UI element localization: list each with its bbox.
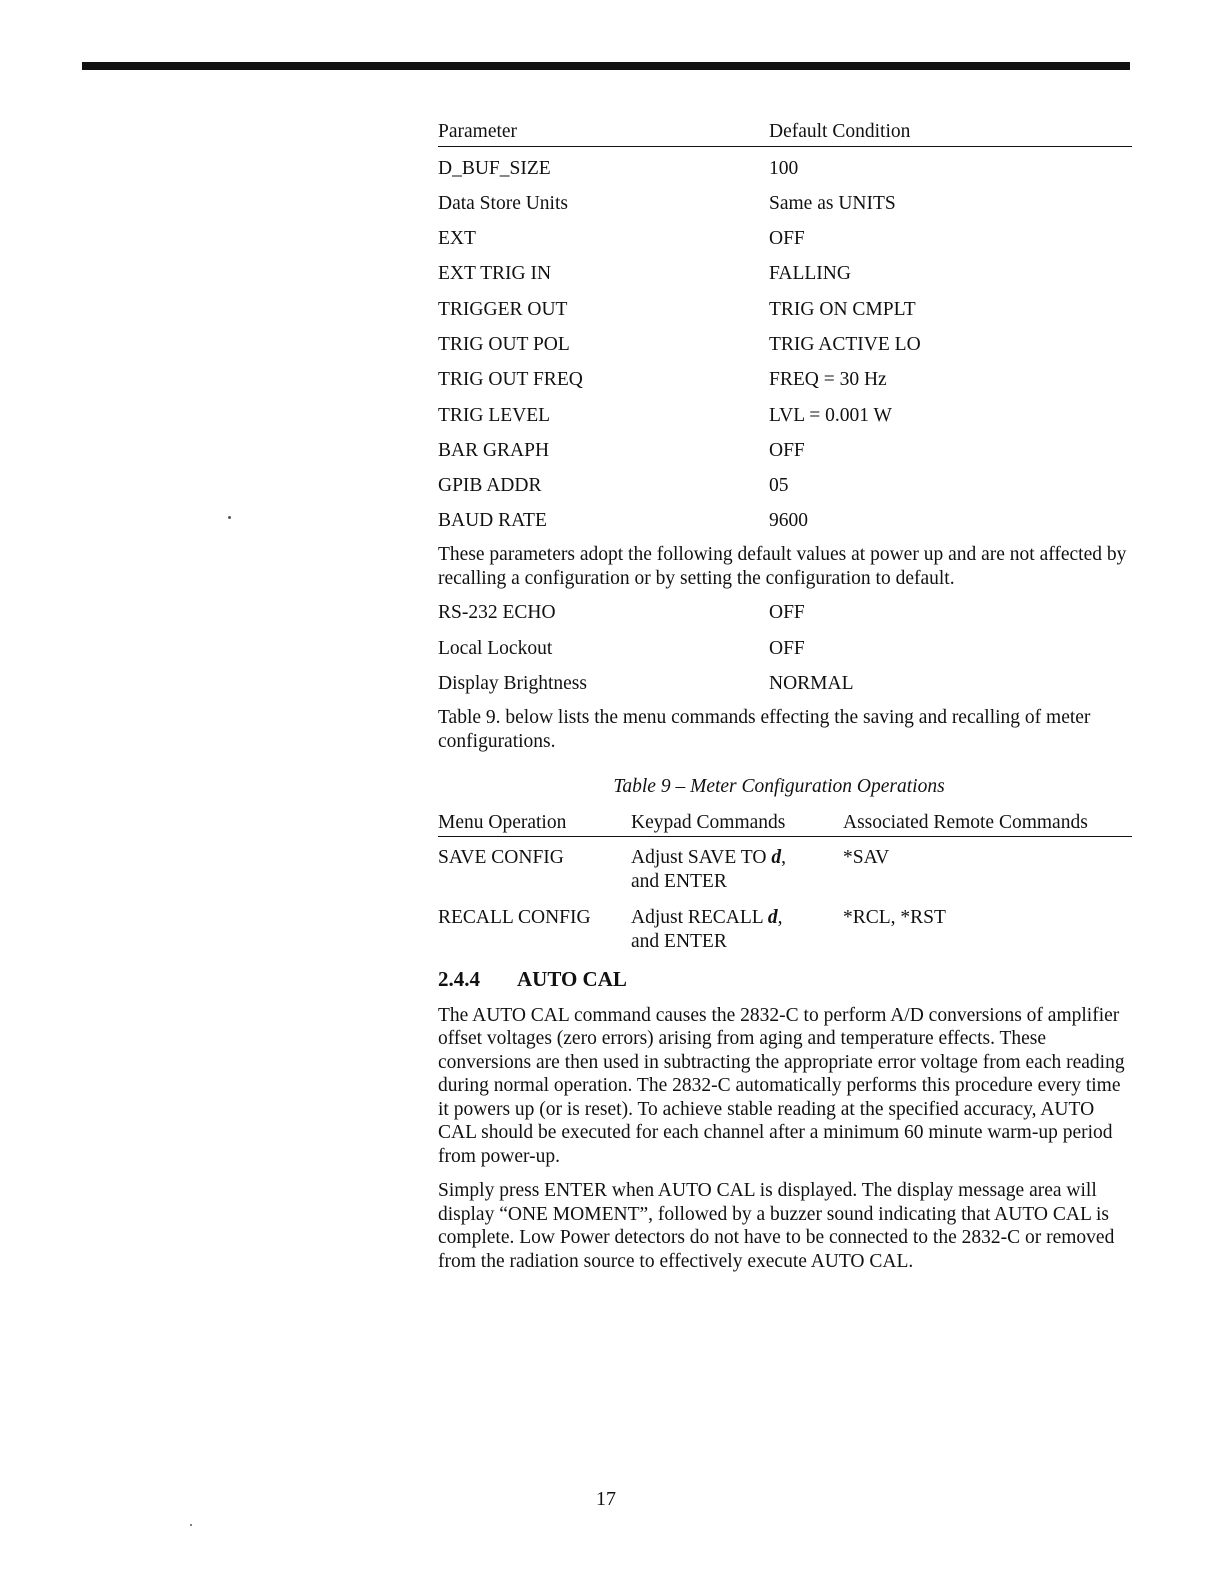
parameter-cell: TRIG OUT FREQ xyxy=(438,369,583,391)
scan-speck xyxy=(228,516,231,519)
section-heading xyxy=(438,968,1132,992)
col-header-keypad-commands: Keypad Commands xyxy=(631,811,786,833)
table-row xyxy=(438,192,1132,227)
col-header-parameter: Parameter xyxy=(438,121,518,142)
table-row xyxy=(438,601,1132,636)
parameter-cell: TRIG LEVEL xyxy=(438,404,551,426)
table-row xyxy=(438,672,1132,706)
parameter-cell: EXT TRIG IN xyxy=(438,263,552,285)
menu-operation-cell: RECALL CONFIG xyxy=(438,907,591,929)
value-cell: TRIG ACTIVE LO xyxy=(769,333,921,355)
keypad-punct: , xyxy=(777,907,783,929)
table9-intro: Table 9. below lists the menu commands effecting the saving and recalling of meter configurations. xyxy=(438,707,1091,752)
col-header-remote-commands: Associated Remote Commands xyxy=(843,811,1088,833)
parameter-cell: TRIGGER OUT xyxy=(438,298,568,320)
table-row xyxy=(438,906,1132,953)
defaults-table-body xyxy=(438,157,1132,544)
parameter-cell: RS-232 ECHO xyxy=(438,602,556,624)
body-paragraph: Simply press ENTER when AUTO CAL is displayed. The display message area will display “ONE MOMENT”, followed by a buzzer sound indicating that AUTO CAL is complete. Low Power detectors do not have to be connected to the 2832-C or removed from the radiation source to effectively execute AUTO CAL. xyxy=(438,1180,1115,1272)
parameter-cell: D_BUF_SIZE xyxy=(438,157,551,179)
table-row xyxy=(438,298,1132,333)
power-up-note: These parameters adopt the following default values at power up and are not affected by recalling a configuration or by setting the configuration to default. xyxy=(438,544,1127,589)
keypad-text-line2: and ENTER xyxy=(631,870,727,892)
parameter-cell: Data Store Units xyxy=(438,192,568,214)
value-cell: OFF xyxy=(769,637,805,659)
keypad-variable: d xyxy=(771,847,782,869)
value-cell: 100 xyxy=(769,157,799,179)
value-cell: NORMAL xyxy=(769,673,854,695)
table-row xyxy=(438,439,1132,474)
table9-caption: Table 9 – Meter Configuration Operations xyxy=(613,776,945,798)
page-content xyxy=(438,120,1132,1284)
value-cell: 9600 xyxy=(769,510,808,532)
keypad-text: Adjust SAVE TO xyxy=(631,847,772,869)
value-cell: OFF xyxy=(769,439,805,461)
value-cell: OFF xyxy=(769,228,805,250)
col-header-default-condition: Default Condition xyxy=(769,121,911,142)
value-cell: FALLING xyxy=(769,263,851,285)
keypad-variable: d xyxy=(767,907,778,929)
value-cell: FREQ = 30 Hz xyxy=(769,369,887,391)
body-paragraph: The AUTO CAL command causes the 2832-C to perform A/D conversions of amplifier offset voltages (zero errors) arising from aging and temperature effects. These conversions are then used in subtracting the appropriate error voltage from each reading during normal operation. The 2832-C automatically performs this procedure every time it powers up (or is reset). To achieve stable reading at the specified accuracy, AUTO CAL should be executed for each channel after a minimum 60 minute warm-up period from power-up. xyxy=(438,1004,1125,1167)
table-row xyxy=(438,227,1132,262)
table-row xyxy=(438,333,1132,368)
parameter-cell: BAUD RATE xyxy=(438,510,547,532)
parameter-cell: GPIB ADDR xyxy=(438,475,542,497)
value-cell: TRIG ON CMPLT xyxy=(769,298,916,320)
parameter-cell: BAR GRAPH xyxy=(438,439,550,461)
remote-commands-cell: *RCL, *RST xyxy=(843,907,946,929)
section-title: AUTO CAL xyxy=(517,967,627,992)
keypad-punct: , xyxy=(781,847,786,869)
value-cell: Same as UNITS xyxy=(769,192,896,214)
col-header-menu-operation: Menu Operation xyxy=(438,811,567,833)
power-up-table xyxy=(438,601,1132,706)
parameter-cell: TRIG OUT POL xyxy=(438,333,570,355)
table-row xyxy=(438,157,1132,192)
value-cell: 05 xyxy=(769,475,789,497)
table-row xyxy=(438,262,1132,297)
section-number: 2.4.4 xyxy=(438,967,480,992)
scan-speck xyxy=(190,1524,192,1526)
table-row xyxy=(438,846,1132,893)
keypad-text: Adjust RECALL xyxy=(631,907,768,929)
page-number: 17 xyxy=(596,1488,616,1510)
remote-commands-cell: *SAV xyxy=(843,847,890,869)
parameter-cell: EXT xyxy=(438,228,476,250)
table-row xyxy=(438,509,1132,543)
top-rule xyxy=(82,62,1130,70)
table-row xyxy=(438,474,1132,509)
keypad-text-line2: and ENTER xyxy=(631,930,727,952)
value-cell: OFF xyxy=(769,602,805,624)
keypad-commands-cell xyxy=(631,846,843,893)
table9-header xyxy=(438,811,1132,838)
table-row xyxy=(438,368,1132,403)
menu-operation-cell: SAVE CONFIG xyxy=(438,847,564,869)
table-row xyxy=(438,637,1132,672)
defaults-table-header xyxy=(438,120,1132,147)
value-cell: LVL = 0.001 W xyxy=(769,404,892,426)
table-row xyxy=(438,404,1132,439)
keypad-commands-cell xyxy=(631,906,843,953)
parameter-cell: Display Brightness xyxy=(438,673,587,695)
parameter-cell: Local Lockout xyxy=(438,637,553,659)
